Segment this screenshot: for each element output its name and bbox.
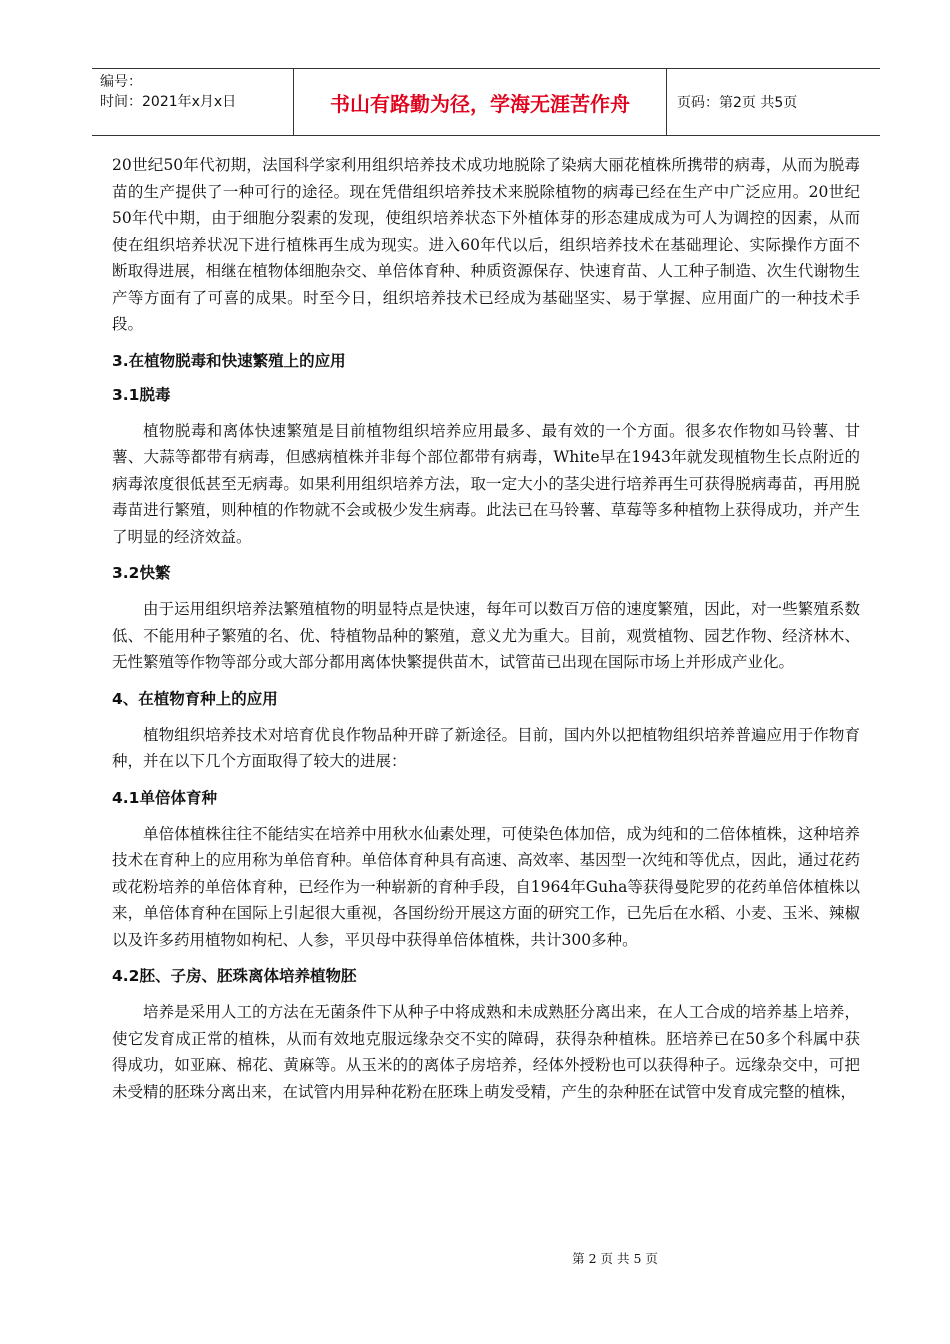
time-label: 时间：2021年x月x日 [100,94,237,110]
header-page-label: 页码：第2页 共5页 [677,95,798,111]
serial-label: 编号： [100,74,142,90]
section-heading: 4.1单倍体育种 [112,788,217,807]
page-header [92,68,880,136]
paragraph: 由于运用组织培养法繁殖植物的明显特点是快速，每年可以数百万倍的速度繁殖，因此，对一些繁殖系数低、不能用种子繁殖的名、优、特植物品种的繁殖，意义尤为重大。目前，观赏植物、园艺作物、经济林木、无性繁殖等作物等部分或大部分都用离体快繁提供苗木，试管苗已出现在国际市场上并形成产业化。 [112,600,860,671]
section-heading: 3.2快繁 [112,564,171,582]
section-heading: 4、在植物育种上的应用 [112,689,278,708]
paragraph: 20世纪50年代初期，法国科学家利用组织培养技术成功地脱除了染病大丽花植株所携带的病毒，从而为脱毒苗的生产提供了一种可行的途径。现在凭借组织培养技术来脱除植物的病毒已经在生产中广泛应用。20世纪50年代中期，由于细胞分裂素的发现，使组织培养状态下外植体芽的形态建成成为可人为调控的因素，从而使在组织培养状况下进行植株再生成为现实。进入60年代以后，组织培养技术在基础理论、实际操作方面不断取得进展，相继在植物体细胞杂交、单倍体育种、种质资源保存、快速育苗、人工种子制造、次生代谢物生产等方面有了可喜的成果。时至今日，组织培养技术已经成为基础坚实、易于掌握、应用面广的一种技术手段。 [112,156,860,333]
header-meta [92,69,294,135]
paragraph: 单倍体植株往往不能结实在培养中用秋水仙素处理，可使染色体加倍，成为纯和的二倍体植株，这种培养技术在育种上的应用称为单倍育种。单倍体育种具有高速、高效率、基因型一次纯和等优点，因此，通过花药或花粉培养的单倍体育种，已经作为一种崭新的育种手段，自1964年Guha等获得曼陀罗的花药单倍体植株以来，单倍体育种在国际上引起很大重视，各国纷纷开展这方面的研究工作，已先后在水稻、小麦、玉米、辣椒以及许多药用植物如枸杞、人参，平贝母中获得单倍体植株，共计300多种。 [112,824,860,949]
section-heading: 3.在植物脱毒和快速繁殖上的应用 [112,351,346,370]
paragraph: 植物脱毒和离体快速繁殖是目前植物组织培养应用最多、最有效的一个方面。很多农作物如马铃薯、甘薯、大蒜等都带有病毒，但感病植株并非每个部位都带有病毒，White早在1943年就发现植物生长点附近的病毒浓度很低甚至无病毒。如果利用组织培养方法，取一定大小的茎尖进行培养再生可获得脱病毒苗，再用脱毒苗进行繁殖，则种植的作物就不会或极少发生病毒。此法已在马铃薯、草莓等多种植物上获得成功，并产生了明显的经济效益。 [112,421,860,546]
section-heading: 3.1脱毒 [112,385,171,404]
page-footer: 第 2 页 共 5 页 [572,1251,658,1266]
header-motto: 书山有路勤为径，学海无涯苦作舟 [294,69,667,135]
section-heading: 4.2胚、子房、胚珠离体培养植物胚 [112,967,357,985]
paragraph: 植物组织培养技术对培育优良作物品种开辟了新途径。目前，国内外以把植物组织培养普遍应用于作物育种，并在以下几个方面取得了较大的进展： [112,725,860,770]
document-body [112,152,860,1105]
paragraph: 培养是采用人工的方法在无菌条件下从种子中将成熟和未成熟胚分离出来，在人工合成的培养基上培养，使它发育成正常的植株，从而有效地克服远缘杂交不实的障碍，获得杂种植株。胚培养已在50多个科属中获得成功，如亚麻、棉花、黄麻等。从玉米的的离体子房培养，经体外授粉也可以获得种子。远缘杂交中，可把未受精的胚珠分离出来，在试管内用异种花粉在胚珠上萌发受精，产生的杂种胚在试管中发育成完整的植株， [112,1003,860,1101]
